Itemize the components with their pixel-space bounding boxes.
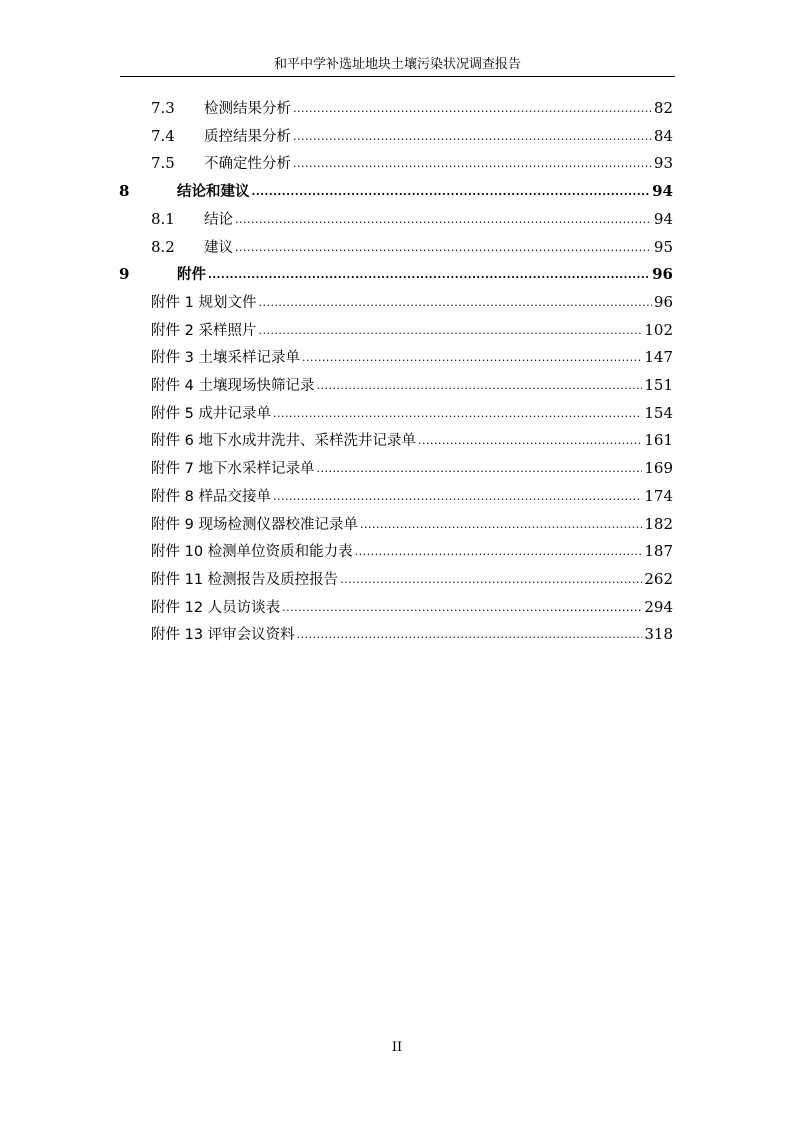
toc-entry-number: 9 — [119, 265, 130, 283]
page-number: II — [391, 1040, 403, 1055]
toc-entry-page: 182 — [644, 515, 673, 533]
dot-leader — [235, 236, 652, 260]
toc-entry-title: 建议 — [204, 240, 233, 256]
toc-entry[interactable] — [119, 179, 673, 203]
toc-entry-title: 附件 — [177, 267, 206, 283]
toc-entry-title: 附件 12 人员访谈表 — [151, 600, 281, 616]
dot-leader — [235, 208, 652, 232]
toc-entry-number: 7.4 — [151, 127, 175, 145]
toc-entry-page: 94 — [653, 210, 673, 228]
toc-entry[interactable] — [151, 401, 673, 425]
toc-entry-page: 174 — [644, 487, 673, 505]
toc-entry-number: 8.1 — [151, 210, 175, 228]
toc-entry-page: 84 — [653, 127, 673, 145]
toc-entry[interactable] — [151, 235, 673, 259]
toc-entry-page: 187 — [644, 542, 673, 560]
toc-entry-page: 169 — [644, 459, 673, 477]
dot-leader — [316, 374, 642, 398]
toc-entry[interactable] — [151, 595, 673, 619]
toc-entry-title: 附件 13 评审会议资料 — [151, 627, 295, 643]
toc-entry[interactable] — [151, 428, 673, 452]
toc-entry[interactable] — [151, 151, 673, 175]
dot-leader — [360, 513, 642, 537]
toc-entry-title: 附件 11 检测报告及质控报告 — [151, 572, 339, 588]
toc-entry[interactable] — [151, 622, 673, 646]
dot-leader — [418, 429, 642, 453]
toc-entry-title: 附件 10 检测单位资质和能力表 — [151, 544, 353, 560]
toc-entry-page: 93 — [653, 154, 673, 172]
dot-leader — [340, 568, 642, 592]
running-header: 和平中学补选址地块土壤污染状况调查报告 — [120, 56, 675, 77]
toc-entry-number: 8 — [119, 182, 130, 200]
dot-leader — [252, 180, 651, 204]
toc-entry-page: 161 — [644, 431, 673, 449]
dot-leader — [258, 319, 642, 343]
toc-entry-title: 检测结果分析 — [204, 101, 291, 117]
toc-entry[interactable] — [151, 290, 673, 314]
toc-entry-title: 质控结果分析 — [204, 129, 291, 145]
toc-entry[interactable] — [151, 539, 673, 563]
dot-leader — [282, 596, 642, 620]
toc-entry[interactable] — [151, 373, 673, 397]
toc-entry-number: 8.2 — [151, 238, 175, 256]
toc-entry-title: 附件 1 规划文件 — [151, 295, 257, 311]
dot-leader — [293, 125, 652, 149]
dot-leader — [208, 263, 650, 287]
toc-entry-page: 318 — [644, 625, 673, 643]
toc-entry-title: 不确定性分析 — [204, 156, 291, 172]
toc-entry-page: 262 — [644, 570, 673, 588]
toc-entry[interactable] — [151, 96, 673, 120]
toc-entry-title: 附件 2 采样照片 — [151, 323, 257, 339]
toc-entry-title: 附件 8 样品交接单 — [151, 489, 271, 505]
toc-entry[interactable] — [151, 484, 673, 508]
toc-entry-page: 82 — [653, 99, 673, 117]
toc-entry-page: 96 — [653, 293, 673, 311]
toc-entry-title: 附件 5 成井记录单 — [151, 406, 271, 422]
toc-entry[interactable] — [151, 345, 673, 369]
dot-leader — [297, 623, 643, 647]
toc-entry[interactable] — [151, 456, 673, 480]
toc-entry[interactable] — [151, 207, 673, 231]
dot-leader — [293, 152, 652, 176]
toc-entry-title: 附件 6 地下水成井洗井、采样洗井记录单 — [151, 433, 416, 449]
toc-entry[interactable] — [119, 262, 673, 286]
toc-entry[interactable] — [151, 512, 673, 536]
toc-entry-page: 95 — [653, 238, 673, 256]
toc-entry-title: 附件 3 土壤采样记录单 — [151, 350, 300, 366]
toc-entry-title: 附件 7 地下水采样记录单 — [151, 461, 315, 477]
toc-entry-title: 附件 9 现场检测仪器校准记录单 — [151, 517, 358, 533]
dot-leader — [258, 291, 651, 315]
dot-leader — [273, 485, 642, 509]
dot-leader — [293, 97, 652, 121]
toc-entry-number: 7.5 — [151, 154, 175, 172]
dot-leader — [273, 402, 642, 426]
toc-entry-page: 294 — [644, 598, 673, 616]
toc-entry-page: 147 — [644, 348, 673, 366]
toc-entry-title: 附件 4 土壤现场快筛记录 — [151, 378, 315, 394]
toc-entry-title: 结论 — [204, 212, 233, 228]
toc-entry-title: 结论和建议 — [177, 184, 250, 200]
toc-entry-page: 102 — [644, 321, 673, 339]
toc-entry[interactable] — [151, 318, 673, 342]
toc-entry-page: 151 — [644, 376, 673, 394]
toc-entry[interactable] — [151, 124, 673, 148]
dot-leader — [316, 457, 642, 481]
toc-entry[interactable] — [151, 567, 673, 591]
toc-entry-page: 96 — [652, 265, 673, 283]
toc-entry-page: 154 — [644, 404, 673, 422]
dot-leader — [355, 540, 643, 564]
dot-leader — [302, 346, 642, 370]
toc-entry-number: 7.3 — [151, 99, 175, 117]
toc-entry-page: 94 — [652, 182, 673, 200]
